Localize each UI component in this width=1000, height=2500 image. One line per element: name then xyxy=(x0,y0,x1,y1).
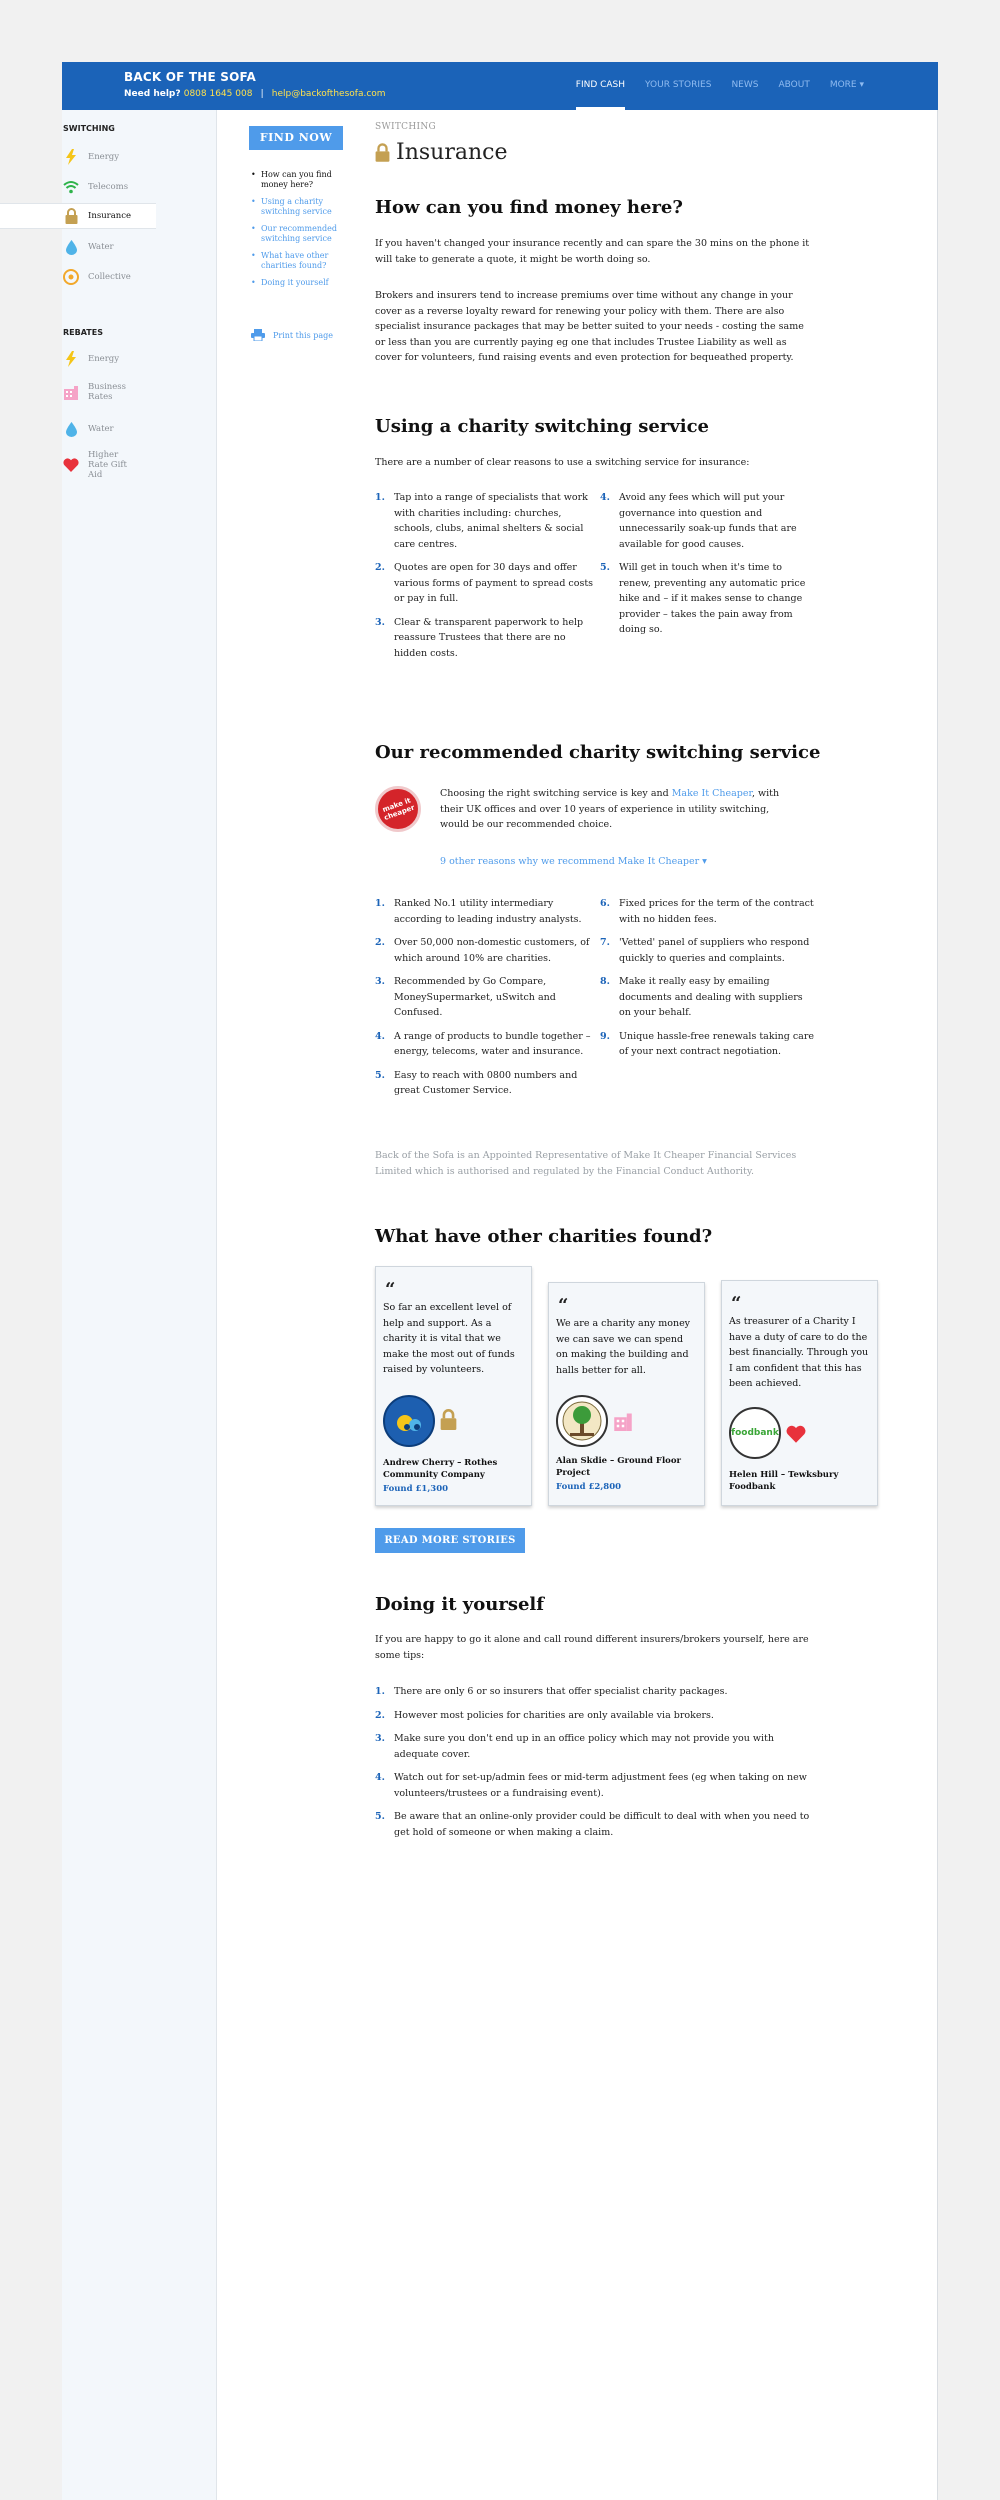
wifi-icon xyxy=(63,179,79,195)
list-item: 3. Clear & transparent paperwork to help reassure Trustees that there are no hidden costs. xyxy=(375,616,584,659)
help-separator: | xyxy=(260,89,264,99)
find-now-button[interactable]: FIND NOW xyxy=(249,126,343,150)
sidebar-item-collective[interactable] xyxy=(0,264,156,290)
logo-text: foodbank xyxy=(731,1428,779,1438)
list-item: 1. Tap into a range of specialists that work with charities including: churches, schools, clubs, animal shelters & social care centres. xyxy=(375,492,588,550)
quote-icon: “ xyxy=(385,1279,396,1300)
logo-text: make it cheaper xyxy=(381,796,416,822)
section1-paragraph-2: Brokers and insurers tend to increase premiums over time without any change in your cover as a reverse loyalty reward for renewing your policy with them. There are also specialist insurance packages that may be better suited to your needs - costing the same or less than you are currently paying eg one that includes Trustee Liability as well as cover for volunteers, fund raising events and even protection for bequeathed property. xyxy=(375,290,804,363)
charity-logo xyxy=(383,1395,435,1447)
sidebar-item-rebate-water[interactable] xyxy=(0,416,156,442)
list-item: 3. Recommended by Go Compare, MoneySupermarket, uSwitch and Confused. xyxy=(375,976,556,1018)
list-item: 3. Make sure you don't end up in an office policy which may not provide you with adequate cover. xyxy=(375,1733,774,1760)
nav-your-stories[interactable]: YOUR STORIES xyxy=(645,80,712,90)
sidebar-heading-rebates: REBATES xyxy=(63,328,103,337)
section-heading-charities-found: What have other charities found? xyxy=(375,1226,713,1247)
water-drop-icon xyxy=(63,421,79,437)
sidebar-item-label: Energy xyxy=(88,354,120,364)
nav-news[interactable]: NEWS xyxy=(731,80,759,90)
main-nav xyxy=(566,62,874,110)
sidebar-item-label: Insurance xyxy=(88,211,132,221)
list-item: 6. Fixed prices for the term of the contract with no hidden fees. xyxy=(600,898,814,925)
list-item: 2. Over 50,000 non-domestic customers, of which around 10% are charities. xyxy=(375,937,590,964)
list-item: 4. Avoid any fees which will put your governance into question and unnecessarily soak-up funds that are available for good causes. xyxy=(600,492,797,550)
list-item: 5. Be aware that an online-only provider could be difficult to deal with when you need to get hold of someone or when making a claim. xyxy=(375,1811,810,1838)
story-card[interactable] xyxy=(548,1282,705,1506)
section2-intro: There are a number of clear reasons to use a switching service for insurance: xyxy=(375,457,750,468)
brand-logo[interactable]: BACK OF THE SOFA xyxy=(124,70,257,84)
list-item: 8. Make it really easy by emailing documents and dealing with suppliers on your behalf. xyxy=(600,976,803,1018)
sidebar-item-label: Business Rates xyxy=(88,382,127,402)
sidebar-item-insurance[interactable] xyxy=(0,203,156,229)
sidebar-item-label: Water xyxy=(88,424,114,434)
print-icon xyxy=(251,329,265,341)
list-item: 7. 'Vetted' panel of suppliers who respond quickly to queries and complaints. xyxy=(600,937,810,964)
padlock-icon xyxy=(375,143,390,162)
heart-icon xyxy=(63,457,79,473)
quote-icon: “ xyxy=(558,1295,569,1316)
nav-find-cash[interactable]: FIND CASH xyxy=(566,62,635,110)
sidebar-heading-switching: SWITCHING xyxy=(63,124,115,133)
charity-logo xyxy=(729,1407,781,1459)
list-item: 4. A range of products to bundle together – energy, telecoms, water and insurance. xyxy=(375,1030,591,1057)
section5-intro: If you are happy to go it alone and call round different insurers/brokers yourself, here are some tips: xyxy=(375,1634,809,1661)
sidebar-item-label: Water xyxy=(88,242,114,252)
section-heading-recommended: Our recommended charity switching service xyxy=(375,742,821,763)
building-icon xyxy=(63,384,79,400)
list-item: 4. Watch out for set-up/admin fees or mid-term adjustment fees (eg when taking on new volunteers/trustees or a fundraising event). xyxy=(375,1772,807,1799)
story-card[interactable] xyxy=(375,1266,532,1506)
list-item: 9. Unique hassle-free renewals taking care of your next contract negotiation. xyxy=(600,1030,815,1057)
help-line xyxy=(124,89,386,99)
make-it-cheaper-link[interactable]: Make It Cheaper xyxy=(671,788,752,799)
help-phone[interactable]: 0808 1645 008 xyxy=(183,89,253,99)
story-found-amount: Found £2,800 xyxy=(556,1482,622,1492)
sidebar-item-label: Telecoms xyxy=(88,182,129,192)
recommended-intro: Choosing the right switching service is key and Make It Cheaper, with their UK offices and over 10 years of experience in utility switching, would be our recommended choice. xyxy=(440,788,780,830)
story-quote: As treasurer of a Charity I have a duty of care to do the best financially. Through you I am confident that this has been achieved. xyxy=(729,1316,869,1389)
toc-link[interactable]: • Our recommended switching service xyxy=(249,224,349,244)
switching-reasons-left xyxy=(375,490,595,669)
bolt-icon xyxy=(63,149,79,165)
top-bar xyxy=(62,62,938,110)
story-author: Andrew Cherry – Rothes Community Company xyxy=(383,1458,498,1480)
sidebar-item-telecoms[interactable] xyxy=(0,174,156,200)
print-label: Print this page xyxy=(273,330,333,340)
page-title-text: Insurance xyxy=(396,140,508,165)
sidebar-item-rebate-energy[interactable] xyxy=(0,346,156,372)
sidebar-item-label: Higher Rate Gift Aid xyxy=(88,450,127,480)
sidebar-item-water[interactable] xyxy=(0,234,156,260)
charity-logo xyxy=(556,1395,608,1447)
regulatory-disclaimer: Back of the Sofa is an Appointed Representative of Make It Cheaper Financial Services Limited which is authorised and regulated by the Financial Conduct Authority. xyxy=(375,1150,797,1177)
bolt-icon xyxy=(63,351,79,367)
section1-paragraph-1: If you haven't changed your insurance recently and can spare the 30 mins on the phone it will take to generate a quote, it might be worth doing so. xyxy=(375,238,810,265)
collective-icon xyxy=(63,269,79,285)
switching-reasons-right xyxy=(600,490,815,646)
toc-link[interactable]: • How can you find money here? xyxy=(249,170,349,190)
story-quote: We are a charity any money we can save we can spend on making the building and halls better for all. xyxy=(556,1318,691,1376)
print-link[interactable] xyxy=(251,329,333,341)
section-heading-diy: Doing it yourself xyxy=(375,1594,545,1615)
list-item: 1. Ranked No.1 utility intermediary according to leading industry analysts. xyxy=(375,898,582,925)
reasons-toggle[interactable]: 9 other reasons why we recommend Make It Cheaper ▾ xyxy=(440,856,707,867)
nav-more[interactable]: MORE ▾ xyxy=(829,80,864,90)
list-item: 5. Easy to reach with 0800 numbers and great Customer Service. xyxy=(375,1069,578,1096)
toc-link[interactable]: • What have other charities found? xyxy=(249,251,349,271)
story-card[interactable] xyxy=(721,1280,878,1506)
sidebar-item-gift-aid[interactable] xyxy=(0,452,156,478)
list-item: 1. There are only 6 or so insurers that offer specialist charity packages. xyxy=(375,1686,728,1697)
sidebar-item-business-rates[interactable] xyxy=(0,379,156,405)
sidebar-item-label: Collective xyxy=(88,272,131,282)
toc-link[interactable]: • Doing it yourself xyxy=(249,278,349,288)
help-email[interactable]: help@backofthesofa.com xyxy=(271,89,386,99)
section-heading-find-money: How can you find money here? xyxy=(375,197,683,218)
read-more-stories-button[interactable]: READ MORE STORIES xyxy=(375,1528,525,1553)
water-drop-icon xyxy=(63,239,79,255)
story-author: Alan Skdie – Ground Floor Project xyxy=(556,1456,681,1478)
help-label: Need help? xyxy=(124,89,181,99)
toc-link[interactable]: • Using a charity switching service xyxy=(249,197,349,217)
sidebar-item-label: Energy xyxy=(88,152,120,162)
nav-about[interactable]: ABOUT xyxy=(778,80,810,90)
padlock-icon xyxy=(440,1409,457,1434)
heart-icon xyxy=(786,1425,806,1447)
page-title xyxy=(375,140,507,165)
page-eyebrow: SWITCHING xyxy=(375,122,437,132)
building-icon xyxy=(613,1411,633,1435)
page-contents xyxy=(249,170,349,295)
story-quote: So far an excellent level of help and support. As a charity it is vital that we make the most out of funds raised by volunteers. xyxy=(383,1302,515,1375)
list-item: 2. However most policies for charities are only available via brokers. xyxy=(375,1709,714,1721)
story-found-amount: Found £1,300 xyxy=(383,1484,449,1494)
section-heading-switching-service: Using a charity switching service xyxy=(375,416,709,437)
diy-tips xyxy=(375,1684,815,1848)
make-it-cheaper-logo xyxy=(375,786,421,832)
list-item: 2. Quotes are open for 30 days and offer various forms of payment to spread costs or pay in full. xyxy=(375,562,594,604)
story-author: Helen Hill – Tewksbury Foodbank xyxy=(729,1470,839,1492)
quote-icon: “ xyxy=(731,1293,742,1314)
sidebar-item-energy[interactable] xyxy=(0,144,156,170)
padlock-icon xyxy=(63,208,79,224)
list-item: 5. Will get in touch when it's time to renew, preventing any automatic price hike and – if it makes sense to change provider – takes the pain away from doing so. xyxy=(600,562,806,635)
recommend-reasons-right xyxy=(600,896,815,1068)
recommend-reasons-left xyxy=(375,896,595,1107)
